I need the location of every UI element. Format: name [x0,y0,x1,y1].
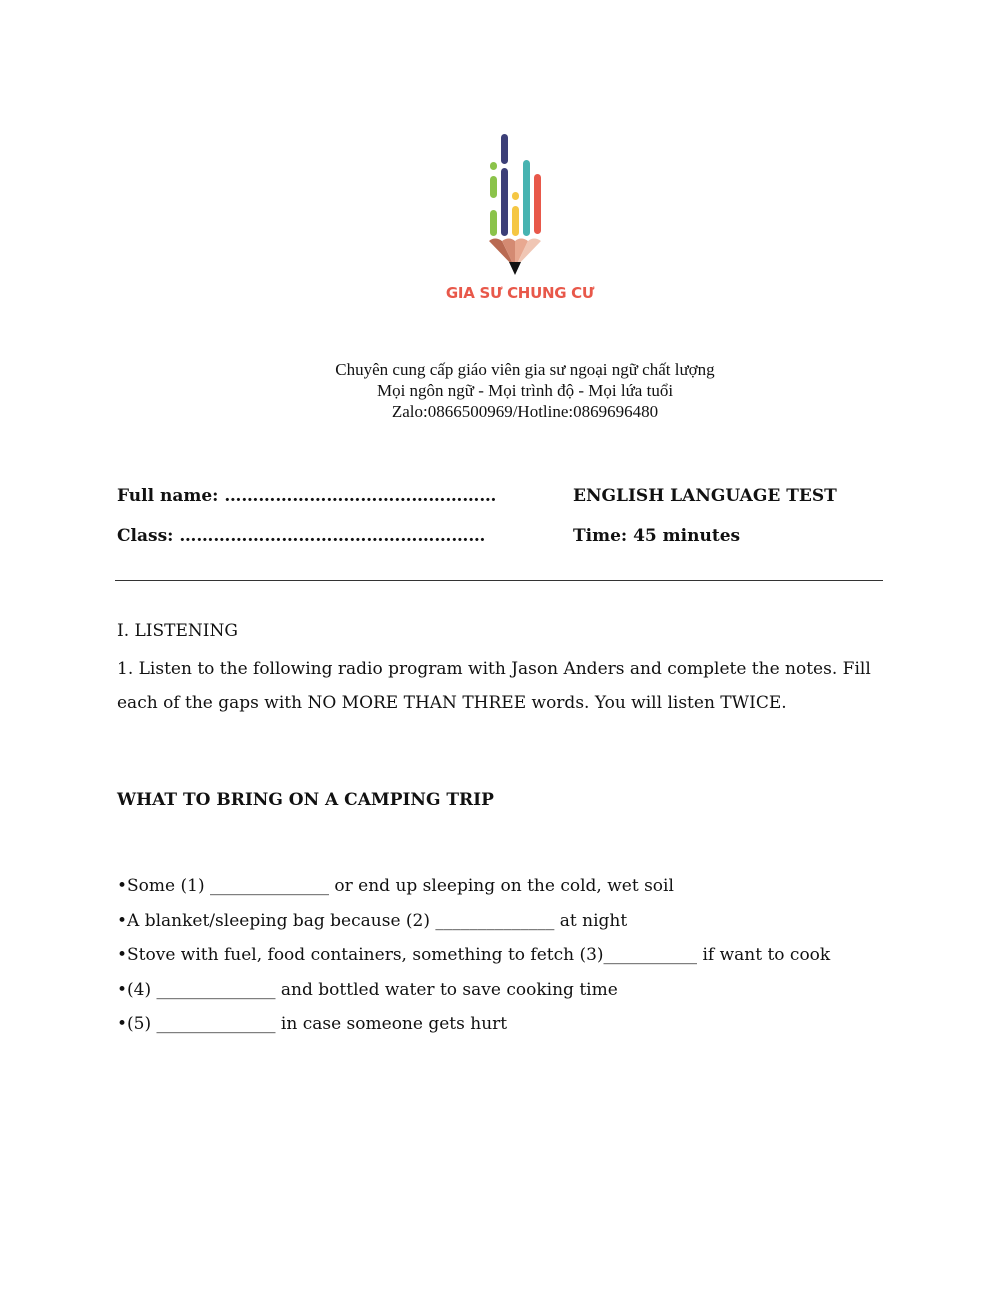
full-name-field[interactable]: Full name: ………………………………………… [117,486,497,506]
note-item-5: •(5) ______________ in case someone gets hurt [117,1014,508,1035]
brand-name: GIA SƯ CHUNG CƯ [445,284,595,302]
tagline-line-1: Chuyên cung cấp giáo viên gia sư ngoại ngữ chất lượng [335,360,715,379]
test-time: Time: 45 minutes [573,526,741,546]
tagline-line-2: Mọi ngôn ngữ - Mọi trình độ - Mọi lứa tuổi [376,381,674,400]
test-title: ENGLISH LANGUAGE TEST [573,486,837,506]
note-item-3: •Stove with fuel, food containers, something to fetch (3)___________ if want to cook [117,945,831,966]
pencil-logo-icon [480,128,550,278]
note-item-4: •(4) ______________ and bottled water to save cooking time [117,979,618,1000]
tagline [250,359,800,422]
section-title: I. LISTENING [117,621,238,641]
class-field[interactable]: Class: ……………………………………………… [117,526,486,546]
tagline-line-3: Zalo:0866500969/Hotline:0869696480 [391,402,659,421]
note-item-1: •Some (1) ______________ or end up sleeping on the cold, wet soil [117,876,674,896]
notes-list [117,871,830,1044]
divider [115,580,883,581]
note-item-2: •A blanket/sleeping bag because (2) ______________ at night [117,910,628,931]
task-heading: WHAT TO BRING ON A CAMPING TRIP [117,790,494,810]
instruction-text: 1. Listen to the following radio program with Jason Anders and complete the notes. Fill each of the gaps with NO MORE THAN THREE words. You will listen TWICE. [117,659,871,713]
